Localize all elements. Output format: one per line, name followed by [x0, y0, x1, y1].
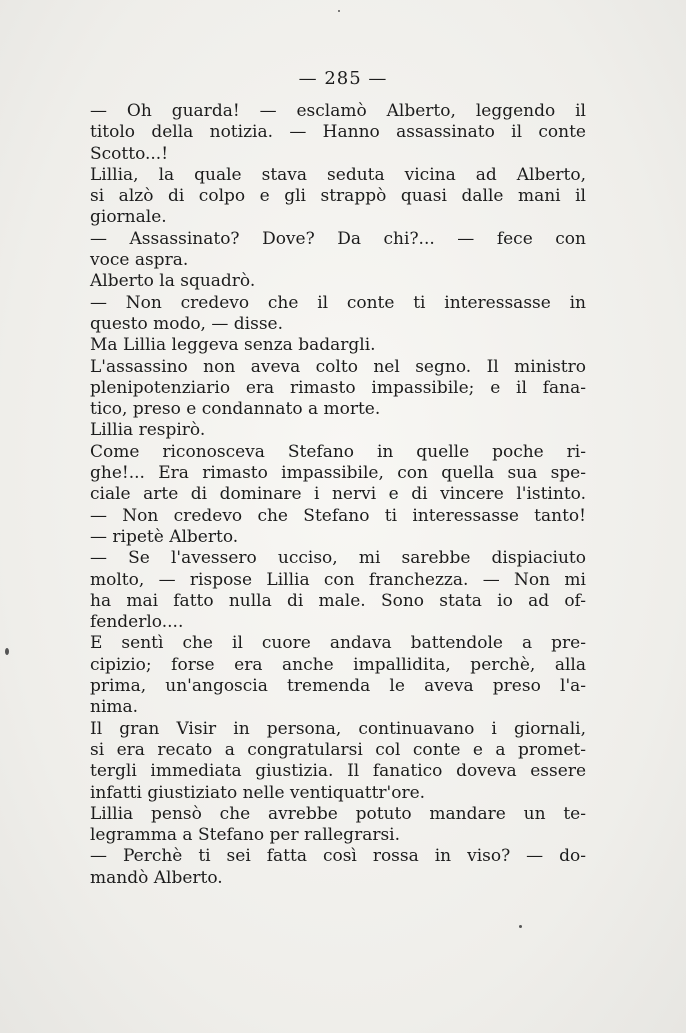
print-speck [519, 925, 522, 928]
text-line: prima, un'angoscia tremenda le aveva preso l'a- [90, 676, 586, 697]
text-line: voce aspra. [90, 250, 189, 271]
text-line: ha mai fatto nulla di male. Sono stata io ad of- [90, 590, 586, 611]
text-line: tico, preso e condannato a morte. [90, 399, 381, 420]
text-line: molto, — rispose Lillia con franchezza. — Non mi [90, 569, 586, 590]
text-line: nima. [90, 697, 139, 718]
text-line: Lillia respirò. [90, 420, 206, 441]
text-line: Ma Lillia leggeva senza badargli. [90, 335, 376, 356]
text-line: cipizio; forse era anche impallidita, perchè, alla [90, 654, 586, 675]
text-line: titolo della notizia. — Hanno assassinato il conte [90, 122, 586, 143]
text-line: — Assassinato? Dove? Da chi?... — fece con [90, 228, 586, 249]
text-line: infatti giustiziato nelle ventiquattr'ore. [90, 782, 426, 803]
text-line: giornale. [90, 207, 167, 228]
body-text [90, 101, 586, 889]
text-line: — ripetè Alberto. [90, 526, 239, 547]
text-line: Alberto la squadrò. [90, 271, 256, 292]
print-speck [338, 10, 340, 12]
text-line: legramma a Stefano per rallegrarsi. [90, 825, 401, 846]
text-line: mandò Alberto. [90, 867, 223, 888]
text-line: — Perchè ti sei fatta così rossa in viso? — do- [90, 846, 586, 867]
page-number: — 285 — [298, 68, 388, 89]
text-line: ciale arte di dominare i nervi e di vincere l'istinto. [90, 484, 586, 505]
text-line: Il gran Visir in persona, continuavano i giornali, [90, 718, 586, 739]
text-line: Lillia pensò che avrebbe potuto mandare un te- [90, 803, 586, 824]
text-line: fenderlo.... [90, 612, 184, 633]
text-line: Come riconosceva Stefano in quelle poche ri- [90, 441, 586, 462]
text-line: — Oh guarda! — esclamò Alberto, leggendo il [90, 101, 586, 121]
text-line: tergli immediata giustizia. Il fanatico doveva essere [90, 761, 586, 782]
text-line: questo modo, — disse. [90, 313, 284, 334]
text-line: Lillia, la quale stava seduta vicina ad Alberto, [90, 164, 586, 185]
text-line: L'assassino non aveva colto nel segno. Il ministro [90, 356, 586, 377]
text-line: — Non credevo che il conte ti interessasse in [90, 292, 586, 313]
text-line: si alzò di colpo e gli strappò quasi dalle mani il [90, 186, 586, 207]
print-speck [5, 648, 9, 655]
text-line: Scotto...! [90, 143, 169, 164]
text-line: — Se l'avessero ucciso, mi sarebbe dispiaciuto [90, 548, 586, 569]
text-line: si era recato a congratularsi col conte e a promet- [90, 739, 586, 760]
text-line: E sentì che il cuore andava battendole a pre- [90, 633, 586, 654]
text-line: plenipotenziario era rimasto impassibile; e il fana- [90, 377, 586, 398]
text-line: ghe!... Era rimasto impassibile, con quella sua spe- [90, 463, 586, 484]
text-line: — Non credevo che Stefano ti interessasse tanto! [90, 505, 586, 526]
